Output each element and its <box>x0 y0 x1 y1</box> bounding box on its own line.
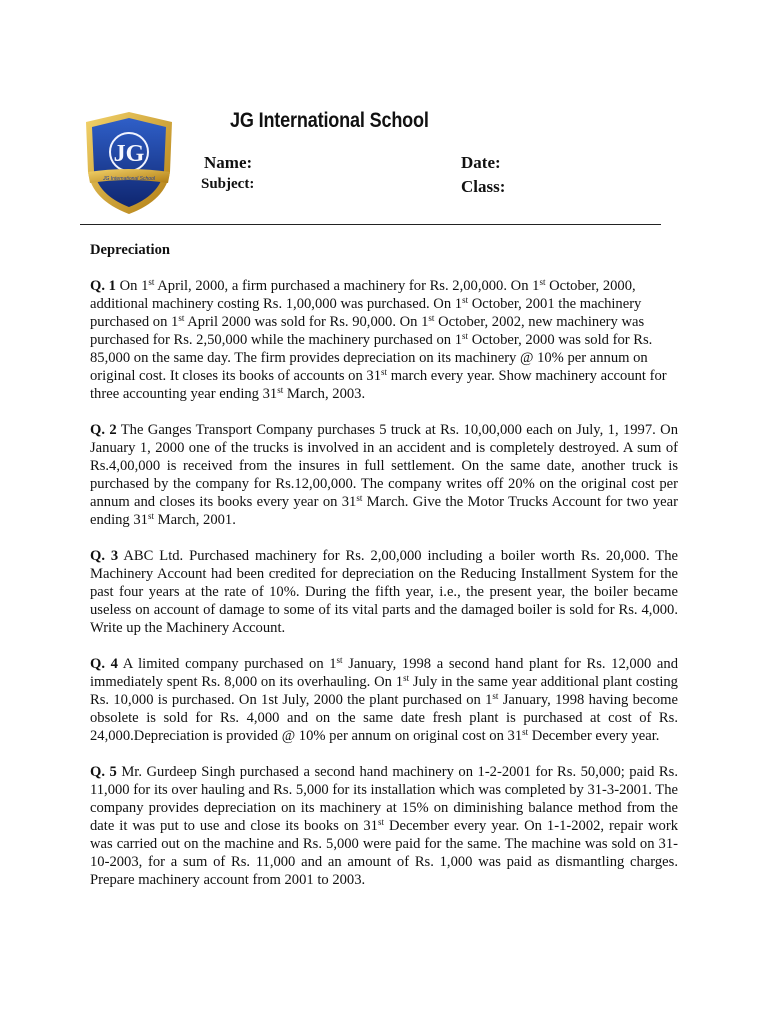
ordinal-suffix: st <box>462 295 469 305</box>
question-number: Q. 5 <box>90 764 117 780</box>
question-list <box>90 277 678 889</box>
class-label: Class: <box>461 177 506 196</box>
question-1: Q. 1 On 1st April, 2000, a firm purchased a machinery for Rs. 2,00,000. On 1st October, 2000, additional machinery costing Rs. 1,00,000 was purchased. On 1st October, 2001 the machinery purchased on 1st April 2000 was sold for Rs. 90,000. On 1st October, 2002, new machinery was purchased for Rs. 2,50,000 while the machinery purchased on 1st October, 2000 was sold for Rs. 85,000 on the same day. The firm provides depreciation on its machinery @ 10% per annum on original cost. It closes its books of accounts on 31st march every year. Show machinery account for three accounting year ending 31st March, 2003. <box>90 277 667 402</box>
svg-text:JG International School: JG International School <box>103 176 155 182</box>
ordinal-suffix: st <box>377 817 384 827</box>
name-label: Name: <box>204 153 253 172</box>
school-logo <box>82 110 176 216</box>
question-number: Q. 3 <box>90 548 119 564</box>
ordinal-suffix: st <box>277 385 284 395</box>
question-number: Q. 4 <box>90 656 118 672</box>
ordinal-suffix: st <box>403 673 410 683</box>
ordinal-suffix: st <box>148 277 155 287</box>
question-4: Q. 4 A limited company purchased on 1st January, 1998 a second hand plant for Rs. 12,000 and immediately spent Rs. 8,000 on its overhauling. On 1st July in the same year additional plant costing Rs. 10,000 is purchased. On 1st July, 2000 the plant purchased on 1st January, 1998 having become obsolete is sold for Rs. 4,000 and on the same date fresh plant is purchased at cost of Rs. 24,000.Depreciation is provided @ 10% per annum on original cost on 31st December every year. <box>90 655 678 744</box>
worksheet-body <box>90 241 678 907</box>
ordinal-suffix: st <box>462 331 469 341</box>
question-2: Q. 2 The Ganges Transport Company purchases 5 truck at Rs. 10,00,000 each on July, 1, 1997. On January 1, 2000 one of the trucks is involved in an accident and is completely destroyed. A sum of Rs.4,00,000 is received from the insures in full settlement. On the same date, another truck is purchased by the company for Rs.12,00,000. The company writes off 20% on the original cost per annum and closes its books every year on 31st March. Give the Motor Trucks Account for two year ending 31st March, 2001. <box>90 422 679 528</box>
date-label: Date: <box>461 153 501 172</box>
ordinal-suffix: st <box>539 277 546 287</box>
ordinal-suffix: st <box>356 493 363 503</box>
subject-label: Subject: <box>201 176 255 192</box>
ordinal-suffix: st <box>336 655 343 665</box>
header-divider <box>80 224 661 225</box>
topic-heading: Depreciation <box>90 242 170 258</box>
ordinal-suffix: st <box>522 727 529 737</box>
ordinal-suffix: st <box>178 313 185 323</box>
school-name: JG International School <box>230 109 429 132</box>
question-number: Q. 1 <box>90 278 116 294</box>
svg-text:JG: JG <box>113 141 145 167</box>
ordinal-suffix: st <box>492 691 499 701</box>
question-5: Q. 5 Mr. Gurdeep Singh purchased a second hand machinery on 1-2-2001 for Rs. 50,000; paid Rs. 11,000 for its over hauling and Rs. 5,000 for its installation which was completed by 31-3-2001. The company provides depreciation on its machinery at 15% on diminishing balance method from the date it was put to use and close its books on 31st December every year. On 1-1-2002, repair work was carried out on the machine and Rs. 5,000 were paid for the same. The machine was sold on 31-10-2003, for a sum of Rs. 11,000 and an amount of Rs. 1,000 was paid as dismantling charges. Prepare machinery account from 2001 to 2003. <box>90 764 678 888</box>
ordinal-suffix: st <box>381 367 388 377</box>
ordinal-suffix: st <box>428 313 435 323</box>
ordinal-suffix: st <box>147 511 154 521</box>
question-3: Q. 3 ABC Ltd. Purchased machinery for Rs. 2,00,000 including a boiler worth Rs. 20,000. The Machinery Account had been credited for depreciation on the Reducing Installment System for the past four years at the rate of 10%. During the fifth year, i.e., the present year, the boiler became useless on account of damage to some of its vital parts and the damaged boiler is sold for Rs. 4,000. Write up the Machinery Account. <box>90 548 678 636</box>
question-number: Q. 2 <box>90 422 117 438</box>
